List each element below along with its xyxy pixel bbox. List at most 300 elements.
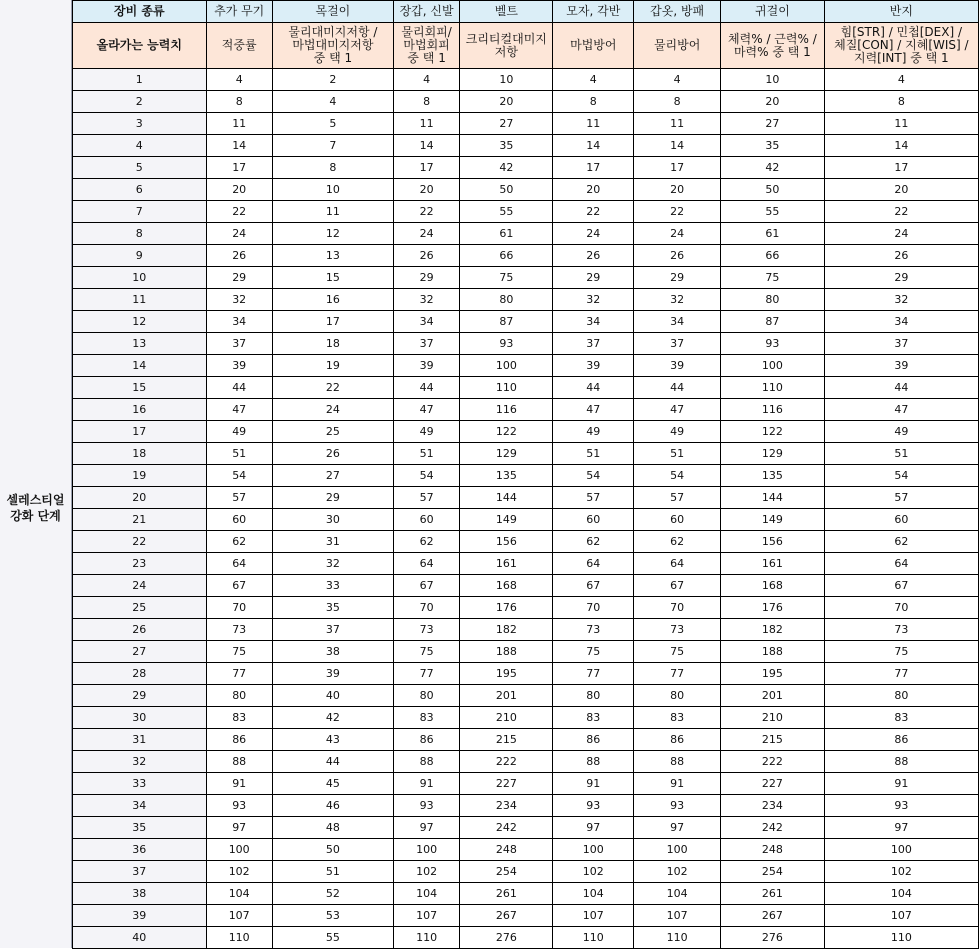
value-cell[interactable]: 38 [272,641,393,663]
value-cell[interactable]: 49 [634,421,721,443]
value-cell[interactable]: 22 [206,201,272,223]
value-cell[interactable]: 35 [721,135,825,157]
value-cell[interactable]: 88 [206,751,272,773]
value-cell[interactable]: 55 [721,201,825,223]
header-cell[interactable]: 올라가는 능력치 [73,23,207,69]
value-cell[interactable]: 156 [460,531,553,553]
value-cell[interactable]: 248 [460,839,553,861]
value-cell[interactable]: 67 [206,575,272,597]
value-cell[interactable]: 4 [272,91,393,113]
value-cell[interactable]: 22 [553,201,634,223]
value-cell[interactable]: 107 [553,905,634,927]
value-cell[interactable]: 93 [206,795,272,817]
header-cell[interactable]: 귀걸이 [721,1,825,23]
level-cell[interactable]: 1 [73,69,207,91]
value-cell[interactable]: 20 [393,179,459,201]
value-cell[interactable]: 188 [721,641,825,663]
value-cell[interactable]: 110 [393,927,459,949]
level-cell[interactable]: 30 [73,707,207,729]
value-cell[interactable]: 60 [634,509,721,531]
value-cell[interactable]: 51 [824,443,978,465]
header-cell[interactable]: 힘[STR] / 민첩[DEX] / 체질[CON] / 지혜[WIS] / 지력[INT] 중 택 1 [824,23,978,69]
value-cell[interactable]: 83 [206,707,272,729]
value-cell[interactable]: 168 [460,575,553,597]
value-cell[interactable]: 104 [553,883,634,905]
value-cell[interactable]: 135 [460,465,553,487]
value-cell[interactable]: 4 [824,69,978,91]
value-cell[interactable]: 24 [206,223,272,245]
value-cell[interactable]: 34 [553,311,634,333]
value-cell[interactable]: 14 [393,135,459,157]
value-cell[interactable]: 50 [460,179,553,201]
level-cell[interactable]: 27 [73,641,207,663]
value-cell[interactable]: 67 [393,575,459,597]
value-cell[interactable]: 261 [721,883,825,905]
value-cell[interactable]: 182 [721,619,825,641]
level-cell[interactable]: 35 [73,817,207,839]
value-cell[interactable]: 195 [721,663,825,685]
value-cell[interactable]: 215 [460,729,553,751]
value-cell[interactable]: 37 [634,333,721,355]
value-cell[interactable]: 100 [553,839,634,861]
header-cell[interactable]: 물리방어 [634,23,721,69]
value-cell[interactable]: 86 [634,729,721,751]
value-cell[interactable]: 7 [272,135,393,157]
level-cell[interactable]: 34 [73,795,207,817]
value-cell[interactable]: 110 [824,927,978,949]
header-cell[interactable]: 마법방어 [553,23,634,69]
value-cell[interactable]: 88 [393,751,459,773]
value-cell[interactable]: 46 [272,795,393,817]
value-cell[interactable]: 53 [272,905,393,927]
value-cell[interactable]: 49 [393,421,459,443]
value-cell[interactable]: 10 [721,69,825,91]
value-cell[interactable]: 234 [460,795,553,817]
value-cell[interactable]: 19 [272,355,393,377]
value-cell[interactable]: 70 [634,597,721,619]
value-cell[interactable]: 14 [206,135,272,157]
value-cell[interactable]: 18 [272,333,393,355]
value-cell[interactable]: 87 [721,311,825,333]
value-cell[interactable]: 64 [206,553,272,575]
value-cell[interactable]: 34 [634,311,721,333]
value-cell[interactable]: 17 [824,157,978,179]
value-cell[interactable]: 44 [634,377,721,399]
value-cell[interactable]: 29 [824,267,978,289]
value-cell[interactable]: 55 [460,201,553,223]
value-cell[interactable]: 29 [393,267,459,289]
value-cell[interactable]: 80 [460,289,553,311]
value-cell[interactable]: 97 [824,817,978,839]
level-cell[interactable]: 21 [73,509,207,531]
value-cell[interactable]: 149 [721,509,825,531]
value-cell[interactable]: 24 [272,399,393,421]
value-cell[interactable]: 87 [460,311,553,333]
value-cell[interactable]: 57 [634,487,721,509]
value-cell[interactable]: 97 [393,817,459,839]
value-cell[interactable]: 100 [721,355,825,377]
value-cell[interactable]: 93 [553,795,634,817]
value-cell[interactable]: 11 [272,201,393,223]
value-cell[interactable]: 47 [206,399,272,421]
value-cell[interactable]: 44 [206,377,272,399]
value-cell[interactable]: 234 [721,795,825,817]
value-cell[interactable]: 49 [824,421,978,443]
value-cell[interactable]: 27 [272,465,393,487]
value-cell[interactable]: 97 [553,817,634,839]
value-cell[interactable]: 29 [206,267,272,289]
value-cell[interactable]: 122 [460,421,553,443]
value-cell[interactable]: 39 [393,355,459,377]
value-cell[interactable]: 110 [721,377,825,399]
value-cell[interactable]: 17 [634,157,721,179]
value-cell[interactable]: 24 [824,223,978,245]
value-cell[interactable]: 54 [553,465,634,487]
header-cell[interactable]: 추가 무기 [206,1,272,23]
level-cell[interactable]: 12 [73,311,207,333]
value-cell[interactable]: 102 [553,861,634,883]
value-cell[interactable]: 11 [206,113,272,135]
value-cell[interactable]: 32 [824,289,978,311]
value-cell[interactable]: 75 [553,641,634,663]
value-cell[interactable]: 201 [721,685,825,707]
header-cell[interactable]: 적중률 [206,23,272,69]
value-cell[interactable]: 62 [393,531,459,553]
value-cell[interactable]: 26 [824,245,978,267]
value-cell[interactable]: 14 [553,135,634,157]
value-cell[interactable]: 4 [634,69,721,91]
value-cell[interactable]: 31 [272,531,393,553]
value-cell[interactable]: 32 [206,289,272,311]
value-cell[interactable]: 93 [721,333,825,355]
value-cell[interactable]: 102 [634,861,721,883]
value-cell[interactable]: 35 [460,135,553,157]
value-cell[interactable]: 149 [460,509,553,531]
value-cell[interactable]: 17 [272,311,393,333]
value-cell[interactable]: 25 [272,421,393,443]
value-cell[interactable]: 144 [721,487,825,509]
level-cell[interactable]: 5 [73,157,207,179]
value-cell[interactable]: 22 [824,201,978,223]
value-cell[interactable]: 60 [824,509,978,531]
value-cell[interactable]: 102 [393,861,459,883]
value-cell[interactable]: 86 [553,729,634,751]
value-cell[interactable]: 80 [553,685,634,707]
value-cell[interactable]: 47 [634,399,721,421]
value-cell[interactable]: 57 [206,487,272,509]
value-cell[interactable]: 64 [553,553,634,575]
value-cell[interactable]: 37 [272,619,393,641]
value-cell[interactable]: 80 [206,685,272,707]
value-cell[interactable]: 34 [393,311,459,333]
value-cell[interactable]: 17 [393,157,459,179]
value-cell[interactable]: 100 [393,839,459,861]
value-cell[interactable]: 176 [721,597,825,619]
level-cell[interactable]: 37 [73,861,207,883]
value-cell[interactable]: 26 [393,245,459,267]
value-cell[interactable]: 75 [721,267,825,289]
value-cell[interactable]: 55 [272,927,393,949]
level-cell[interactable]: 18 [73,443,207,465]
value-cell[interactable]: 57 [553,487,634,509]
value-cell[interactable]: 8 [206,91,272,113]
value-cell[interactable]: 129 [721,443,825,465]
value-cell[interactable]: 222 [460,751,553,773]
header-cell[interactable]: 벨트 [460,1,553,23]
value-cell[interactable]: 49 [553,421,634,443]
value-cell[interactable]: 188 [460,641,553,663]
level-cell[interactable]: 14 [73,355,207,377]
value-cell[interactable]: 93 [634,795,721,817]
value-cell[interactable]: 61 [721,223,825,245]
value-cell[interactable]: 26 [634,245,721,267]
value-cell[interactable]: 77 [824,663,978,685]
value-cell[interactable]: 110 [634,927,721,949]
value-cell[interactable]: 102 [824,861,978,883]
level-cell[interactable]: 25 [73,597,207,619]
value-cell[interactable]: 8 [824,91,978,113]
value-cell[interactable]: 222 [721,751,825,773]
header-cell[interactable]: 물리대미지저항 / 마법대미지저항 중 택 1 [272,23,393,69]
value-cell[interactable]: 77 [553,663,634,685]
value-cell[interactable]: 276 [460,927,553,949]
value-cell[interactable]: 61 [460,223,553,245]
value-cell[interactable]: 102 [206,861,272,883]
header-cell[interactable]: 물리회피/ 마법회피 중 택 1 [393,23,459,69]
value-cell[interactable]: 66 [721,245,825,267]
value-cell[interactable]: 77 [393,663,459,685]
value-cell[interactable]: 242 [460,817,553,839]
value-cell[interactable]: 77 [634,663,721,685]
value-cell[interactable]: 20 [721,91,825,113]
value-cell[interactable]: 67 [634,575,721,597]
value-cell[interactable]: 70 [206,597,272,619]
value-cell[interactable]: 29 [553,267,634,289]
header-cell[interactable]: 갑옷, 방패 [634,1,721,23]
level-cell[interactable]: 7 [73,201,207,223]
value-cell[interactable]: 11 [553,113,634,135]
value-cell[interactable]: 93 [393,795,459,817]
side-label-cell[interactable]: 셀레스티얼 강화 단계 [0,68,72,948]
value-cell[interactable]: 80 [721,289,825,311]
value-cell[interactable]: 40 [272,685,393,707]
value-cell[interactable]: 100 [206,839,272,861]
value-cell[interactable]: 20 [460,91,553,113]
value-cell[interactable]: 70 [393,597,459,619]
value-cell[interactable]: 20 [634,179,721,201]
value-cell[interactable]: 11 [393,113,459,135]
value-cell[interactable]: 248 [721,839,825,861]
level-cell[interactable]: 23 [73,553,207,575]
value-cell[interactable]: 4 [206,69,272,91]
level-cell[interactable]: 2 [73,91,207,113]
value-cell[interactable]: 91 [553,773,634,795]
value-cell[interactable]: 64 [634,553,721,575]
value-cell[interactable]: 91 [634,773,721,795]
value-cell[interactable]: 227 [460,773,553,795]
value-cell[interactable]: 37 [393,333,459,355]
level-cell[interactable]: 3 [73,113,207,135]
level-cell[interactable]: 33 [73,773,207,795]
value-cell[interactable]: 24 [393,223,459,245]
value-cell[interactable]: 26 [206,245,272,267]
value-cell[interactable]: 88 [824,751,978,773]
level-cell[interactable]: 24 [73,575,207,597]
value-cell[interactable]: 43 [272,729,393,751]
level-cell[interactable]: 39 [73,905,207,927]
level-cell[interactable]: 10 [73,267,207,289]
value-cell[interactable]: 34 [824,311,978,333]
value-cell[interactable]: 60 [553,509,634,531]
header-cell[interactable]: 크리티컬대미지 저항 [460,23,553,69]
level-cell[interactable]: 40 [73,927,207,949]
value-cell[interactable]: 144 [460,487,553,509]
value-cell[interactable]: 29 [272,487,393,509]
value-cell[interactable]: 93 [460,333,553,355]
value-cell[interactable]: 201 [460,685,553,707]
value-cell[interactable]: 60 [393,509,459,531]
value-cell[interactable]: 116 [721,399,825,421]
value-cell[interactable]: 32 [553,289,634,311]
value-cell[interactable]: 83 [393,707,459,729]
value-cell[interactable]: 47 [553,399,634,421]
value-cell[interactable]: 83 [553,707,634,729]
value-cell[interactable]: 39 [553,355,634,377]
header-cell[interactable]: 체력% / 근력% / 마력% 중 택 1 [721,23,825,69]
value-cell[interactable]: 161 [721,553,825,575]
level-cell[interactable]: 9 [73,245,207,267]
value-cell[interactable]: 37 [206,333,272,355]
value-cell[interactable]: 107 [824,905,978,927]
value-cell[interactable]: 182 [460,619,553,641]
value-cell[interactable]: 33 [272,575,393,597]
value-cell[interactable]: 91 [824,773,978,795]
value-cell[interactable]: 16 [272,289,393,311]
value-cell[interactable]: 49 [206,421,272,443]
value-cell[interactable]: 156 [721,531,825,553]
value-cell[interactable]: 73 [634,619,721,641]
value-cell[interactable]: 5 [272,113,393,135]
value-cell[interactable]: 32 [634,289,721,311]
value-cell[interactable]: 14 [634,135,721,157]
value-cell[interactable]: 80 [634,685,721,707]
value-cell[interactable]: 242 [721,817,825,839]
value-cell[interactable]: 15 [272,267,393,289]
value-cell[interactable]: 261 [460,883,553,905]
value-cell[interactable]: 62 [634,531,721,553]
value-cell[interactable]: 100 [460,355,553,377]
value-cell[interactable]: 44 [272,751,393,773]
value-cell[interactable]: 88 [553,751,634,773]
value-cell[interactable]: 62 [553,531,634,553]
value-cell[interactable]: 57 [824,487,978,509]
value-cell[interactable]: 107 [393,905,459,927]
value-cell[interactable]: 42 [272,707,393,729]
level-cell[interactable]: 36 [73,839,207,861]
value-cell[interactable]: 42 [721,157,825,179]
level-cell[interactable]: 28 [73,663,207,685]
value-cell[interactable]: 8 [634,91,721,113]
value-cell[interactable]: 86 [824,729,978,751]
value-cell[interactable]: 62 [206,531,272,553]
value-cell[interactable]: 51 [272,861,393,883]
value-cell[interactable]: 54 [824,465,978,487]
value-cell[interactable]: 210 [460,707,553,729]
level-cell[interactable]: 6 [73,179,207,201]
value-cell[interactable]: 83 [634,707,721,729]
level-cell[interactable]: 11 [73,289,207,311]
value-cell[interactable]: 176 [460,597,553,619]
value-cell[interactable]: 32 [393,289,459,311]
value-cell[interactable]: 50 [721,179,825,201]
value-cell[interactable]: 20 [824,179,978,201]
value-cell[interactable]: 32 [272,553,393,575]
value-cell[interactable]: 10 [460,69,553,91]
value-cell[interactable]: 86 [206,729,272,751]
value-cell[interactable]: 24 [634,223,721,245]
value-cell[interactable]: 67 [824,575,978,597]
value-cell[interactable]: 97 [206,817,272,839]
level-cell[interactable]: 15 [73,377,207,399]
value-cell[interactable]: 62 [824,531,978,553]
value-cell[interactable]: 97 [634,817,721,839]
value-cell[interactable]: 44 [553,377,634,399]
value-cell[interactable]: 267 [721,905,825,927]
value-cell[interactable]: 34 [206,311,272,333]
value-cell[interactable]: 26 [553,245,634,267]
value-cell[interactable]: 13 [272,245,393,267]
value-cell[interactable]: 110 [460,377,553,399]
value-cell[interactable]: 104 [206,883,272,905]
value-cell[interactable]: 70 [824,597,978,619]
value-cell[interactable]: 22 [634,201,721,223]
value-cell[interactable]: 14 [824,135,978,157]
value-cell[interactable]: 30 [272,509,393,531]
value-cell[interactable]: 17 [206,157,272,179]
value-cell[interactable]: 45 [272,773,393,795]
value-cell[interactable]: 110 [206,927,272,949]
value-cell[interactable]: 88 [634,751,721,773]
value-cell[interactable]: 80 [824,685,978,707]
value-cell[interactable]: 110 [553,927,634,949]
level-cell[interactable]: 8 [73,223,207,245]
value-cell[interactable]: 22 [272,377,393,399]
value-cell[interactable]: 54 [393,465,459,487]
value-cell[interactable]: 267 [460,905,553,927]
level-cell[interactable]: 31 [73,729,207,751]
value-cell[interactable]: 93 [824,795,978,817]
value-cell[interactable]: 107 [634,905,721,927]
value-cell[interactable]: 104 [634,883,721,905]
value-cell[interactable]: 37 [824,333,978,355]
level-cell[interactable]: 19 [73,465,207,487]
value-cell[interactable]: 12 [272,223,393,245]
level-cell[interactable]: 4 [73,135,207,157]
value-cell[interactable]: 64 [393,553,459,575]
value-cell[interactable]: 135 [721,465,825,487]
value-cell[interactable]: 227 [721,773,825,795]
value-cell[interactable]: 122 [721,421,825,443]
value-cell[interactable]: 57 [393,487,459,509]
value-cell[interactable]: 60 [206,509,272,531]
value-cell[interactable]: 17 [553,157,634,179]
value-cell[interactable]: 39 [824,355,978,377]
value-cell[interactable]: 29 [634,267,721,289]
value-cell[interactable]: 42 [460,157,553,179]
value-cell[interactable]: 67 [553,575,634,597]
value-cell[interactable]: 86 [393,729,459,751]
value-cell[interactable]: 39 [634,355,721,377]
